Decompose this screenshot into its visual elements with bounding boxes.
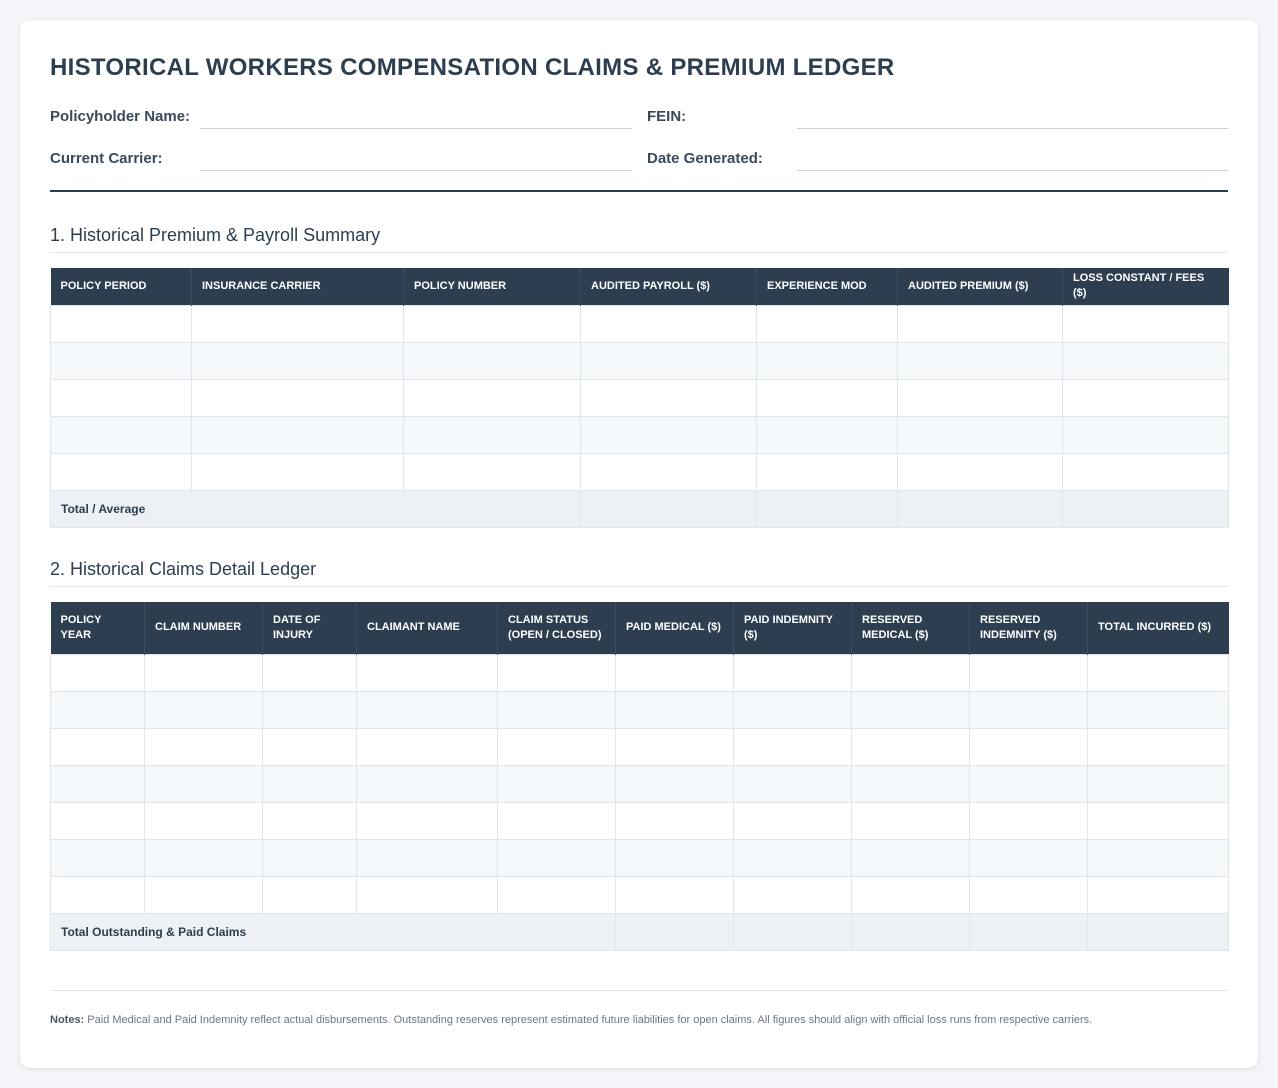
table-cell[interactable] <box>404 342 581 379</box>
table-cell[interactable] <box>192 416 404 453</box>
table-cell[interactable] <box>192 342 404 379</box>
section-2-divider <box>50 586 1228 587</box>
table-cell[interactable] <box>616 691 734 728</box>
table-cell[interactable] <box>404 379 581 416</box>
table-cell[interactable] <box>970 728 1088 765</box>
table-cell[interactable] <box>404 453 581 490</box>
table-cell[interactable] <box>898 416 1063 453</box>
column-header: POLICY PERIOD <box>51 268 192 305</box>
fein-field[interactable] <box>797 128 1228 129</box>
table-row <box>51 876 1229 913</box>
table-cell[interactable] <box>1088 913 1229 950</box>
table-cell[interactable] <box>757 379 898 416</box>
table-cell[interactable] <box>734 839 852 876</box>
table-cell[interactable] <box>51 765 145 802</box>
column-header: POLICY NUMBER <box>404 268 581 305</box>
table-cell[interactable] <box>51 379 192 416</box>
table-row <box>51 416 1229 453</box>
column-header: AUDITED PREMIUM ($) <box>898 268 1063 305</box>
table-cell[interactable] <box>51 342 192 379</box>
table-cell[interactable] <box>734 765 852 802</box>
total-row <box>51 913 1229 950</box>
table-cell[interactable] <box>498 876 616 913</box>
claims-detail-table <box>50 602 1229 951</box>
premium-payroll-table <box>50 268 1229 528</box>
table-cell[interactable] <box>734 876 852 913</box>
fein-label: FEIN: <box>647 108 687 125</box>
table-cell[interactable] <box>616 913 734 950</box>
table-cell[interactable] <box>898 453 1063 490</box>
column-header: CLAIM NUMBER <box>145 602 263 654</box>
ledger-form <box>20 20 1258 1068</box>
table-cell[interactable] <box>145 728 263 765</box>
table-cell[interactable] <box>51 876 145 913</box>
table-cell[interactable] <box>852 728 970 765</box>
notes <box>50 1014 1092 1026</box>
header-divider <box>50 190 1228 192</box>
column-header: INSURANCE CARRIER <box>192 268 404 305</box>
table-cell[interactable] <box>616 654 734 691</box>
table-cell[interactable] <box>581 453 757 490</box>
table-row <box>51 765 1229 802</box>
table-row <box>51 839 1229 876</box>
table-cell[interactable] <box>581 379 757 416</box>
table-cell[interactable] <box>51 802 145 839</box>
table-cell[interactable] <box>357 765 498 802</box>
table-cell[interactable] <box>498 765 616 802</box>
table-cell[interactable] <box>616 876 734 913</box>
table-cell[interactable] <box>616 765 734 802</box>
table-cell[interactable] <box>581 305 757 342</box>
table-cell[interactable] <box>970 802 1088 839</box>
table-cell[interactable] <box>581 342 757 379</box>
table-cell[interactable] <box>145 802 263 839</box>
table-cell[interactable] <box>852 802 970 839</box>
column-header: CLAIMANT NAME <box>357 602 498 654</box>
column-header: PAID INDEMNITY ($) <box>734 602 852 654</box>
table-cell[interactable] <box>145 876 263 913</box>
total-row <box>51 490 1229 527</box>
table-cell[interactable] <box>192 305 404 342</box>
table-cell[interactable] <box>263 839 357 876</box>
table-cell[interactable] <box>757 416 898 453</box>
total-label: Total Outstanding & Paid Claims <box>51 913 616 950</box>
table-cell[interactable] <box>970 654 1088 691</box>
table-cell[interactable] <box>852 876 970 913</box>
table-cell[interactable] <box>1088 728 1229 765</box>
table-cell[interactable] <box>51 654 145 691</box>
table-row <box>51 453 1229 490</box>
table-cell[interactable] <box>852 691 970 728</box>
notes-divider <box>50 990 1228 991</box>
table-cell[interactable] <box>852 913 970 950</box>
table-cell[interactable] <box>1063 453 1229 490</box>
table-cell[interactable] <box>404 416 581 453</box>
table-cell[interactable] <box>145 654 263 691</box>
table-row <box>51 654 1229 691</box>
table-cell[interactable] <box>734 654 852 691</box>
date-generated-field[interactable] <box>797 170 1228 171</box>
table-cell[interactable] <box>581 490 757 527</box>
table-cell[interactable] <box>498 654 616 691</box>
table-row <box>51 728 1229 765</box>
page-title: HISTORICAL WORKERS COMPENSATION CLAIMS & PREMIUM LEDGER <box>50 54 895 81</box>
table-cell[interactable] <box>498 839 616 876</box>
table-cell[interactable] <box>734 802 852 839</box>
table-row <box>51 802 1229 839</box>
table-cell[interactable] <box>616 802 734 839</box>
table-cell[interactable] <box>263 876 357 913</box>
table-cell[interactable] <box>757 305 898 342</box>
table-cell[interactable] <box>263 654 357 691</box>
table-row <box>51 342 1229 379</box>
table-row <box>51 305 1229 342</box>
column-header: AUDITED PAYROLL ($) <box>581 268 757 305</box>
table-cell[interactable] <box>1063 305 1229 342</box>
table-cell[interactable] <box>145 839 263 876</box>
table-cell[interactable] <box>1088 876 1229 913</box>
table-cell[interactable] <box>1088 765 1229 802</box>
table-cell[interactable] <box>263 765 357 802</box>
table-cell[interactable] <box>757 453 898 490</box>
table-cell[interactable] <box>898 305 1063 342</box>
table-header-row <box>51 268 1229 305</box>
notes-label: Notes: <box>50 1014 85 1026</box>
table-cell[interactable] <box>1063 379 1229 416</box>
table-cell[interactable] <box>357 691 498 728</box>
total-label: Total / Average <box>51 490 581 527</box>
table-cell[interactable] <box>970 765 1088 802</box>
table-cell[interactable] <box>498 691 616 728</box>
current-carrier-field[interactable] <box>200 170 632 171</box>
table-cell[interactable] <box>1063 342 1229 379</box>
table-cell[interactable] <box>898 490 1063 527</box>
notes-text: Paid Medical and Paid Indemnity reflect actual disbursements. Outstanding reserves represent estimated future liabilities for open claims. All figures should align with official loss runs from respective carriers. <box>87 1014 1093 1026</box>
table-cell[interactable] <box>970 876 1088 913</box>
table-cell[interactable] <box>357 802 498 839</box>
table-cell[interactable] <box>852 765 970 802</box>
table-cell[interactable] <box>145 691 263 728</box>
table-cell[interactable] <box>970 839 1088 876</box>
date-generated-label: Date Generated: <box>647 150 763 167</box>
column-header: RESERVED MEDICAL ($) <box>852 602 970 654</box>
table-cell[interactable] <box>970 691 1088 728</box>
table-row <box>51 691 1229 728</box>
section-1-divider <box>50 252 1228 253</box>
column-header: EXPERIENCE MOD <box>757 268 898 305</box>
table-cell[interactable] <box>192 379 404 416</box>
table-cell[interactable] <box>263 728 357 765</box>
table-cell[interactable] <box>581 416 757 453</box>
table-cell[interactable] <box>734 913 852 950</box>
table-cell[interactable] <box>734 691 852 728</box>
table-cell[interactable] <box>498 728 616 765</box>
table-cell[interactable] <box>852 654 970 691</box>
table-cell[interactable] <box>357 876 498 913</box>
table-cell[interactable] <box>1088 654 1229 691</box>
table-header-row <box>51 602 1229 654</box>
table-cell[interactable] <box>357 728 498 765</box>
column-header: DATE OF INJURY <box>263 602 357 654</box>
table-cell[interactable] <box>404 305 581 342</box>
column-header: RESERVED INDEMNITY ($) <box>970 602 1088 654</box>
column-header: TOTAL INCURRED ($) <box>1088 602 1229 654</box>
table-cell[interactable] <box>616 728 734 765</box>
table-cell[interactable] <box>970 913 1088 950</box>
column-header: LOSS CONSTANT / FEES ($) <box>1063 268 1229 305</box>
table-cell[interactable] <box>145 765 263 802</box>
table-cell[interactable] <box>1088 802 1229 839</box>
table-cell[interactable] <box>357 839 498 876</box>
table-cell[interactable] <box>1088 839 1229 876</box>
column-header: PAID MEDICAL ($) <box>616 602 734 654</box>
table-cell[interactable] <box>498 802 616 839</box>
policyholder-name-field[interactable] <box>200 128 632 129</box>
table-cell[interactable] <box>898 379 1063 416</box>
column-header: CLAIM STATUS (OPEN / CLOSED) <box>498 602 616 654</box>
table-cell[interactable] <box>51 453 192 490</box>
table-cell[interactable] <box>192 453 404 490</box>
table-cell[interactable] <box>51 839 145 876</box>
table-cell[interactable] <box>1088 691 1229 728</box>
section-2-title: 2. Historical Claims Detail Ledger <box>50 559 317 579</box>
table-row <box>51 379 1229 416</box>
policyholder-name-label: Policyholder Name: <box>50 108 191 125</box>
table-cell[interactable] <box>51 305 192 342</box>
section-1-title: 1. Historical Premium & Payroll Summary <box>50 225 381 245</box>
table-cell[interactable] <box>51 728 145 765</box>
table-cell[interactable] <box>616 839 734 876</box>
table-cell[interactable] <box>357 654 498 691</box>
table-cell[interactable] <box>263 691 357 728</box>
table-cell[interactable] <box>1063 416 1229 453</box>
table-cell[interactable] <box>51 691 145 728</box>
table-cell[interactable] <box>263 802 357 839</box>
current-carrier-label: Current Carrier: <box>50 150 163 167</box>
table-cell[interactable] <box>51 416 192 453</box>
table-cell[interactable] <box>1063 490 1229 527</box>
table-cell[interactable] <box>852 839 970 876</box>
column-header: POLICY YEAR <box>51 602 145 654</box>
table-cell[interactable] <box>757 342 898 379</box>
table-cell[interactable] <box>734 728 852 765</box>
table-cell[interactable] <box>898 342 1063 379</box>
table-cell[interactable] <box>757 490 898 527</box>
